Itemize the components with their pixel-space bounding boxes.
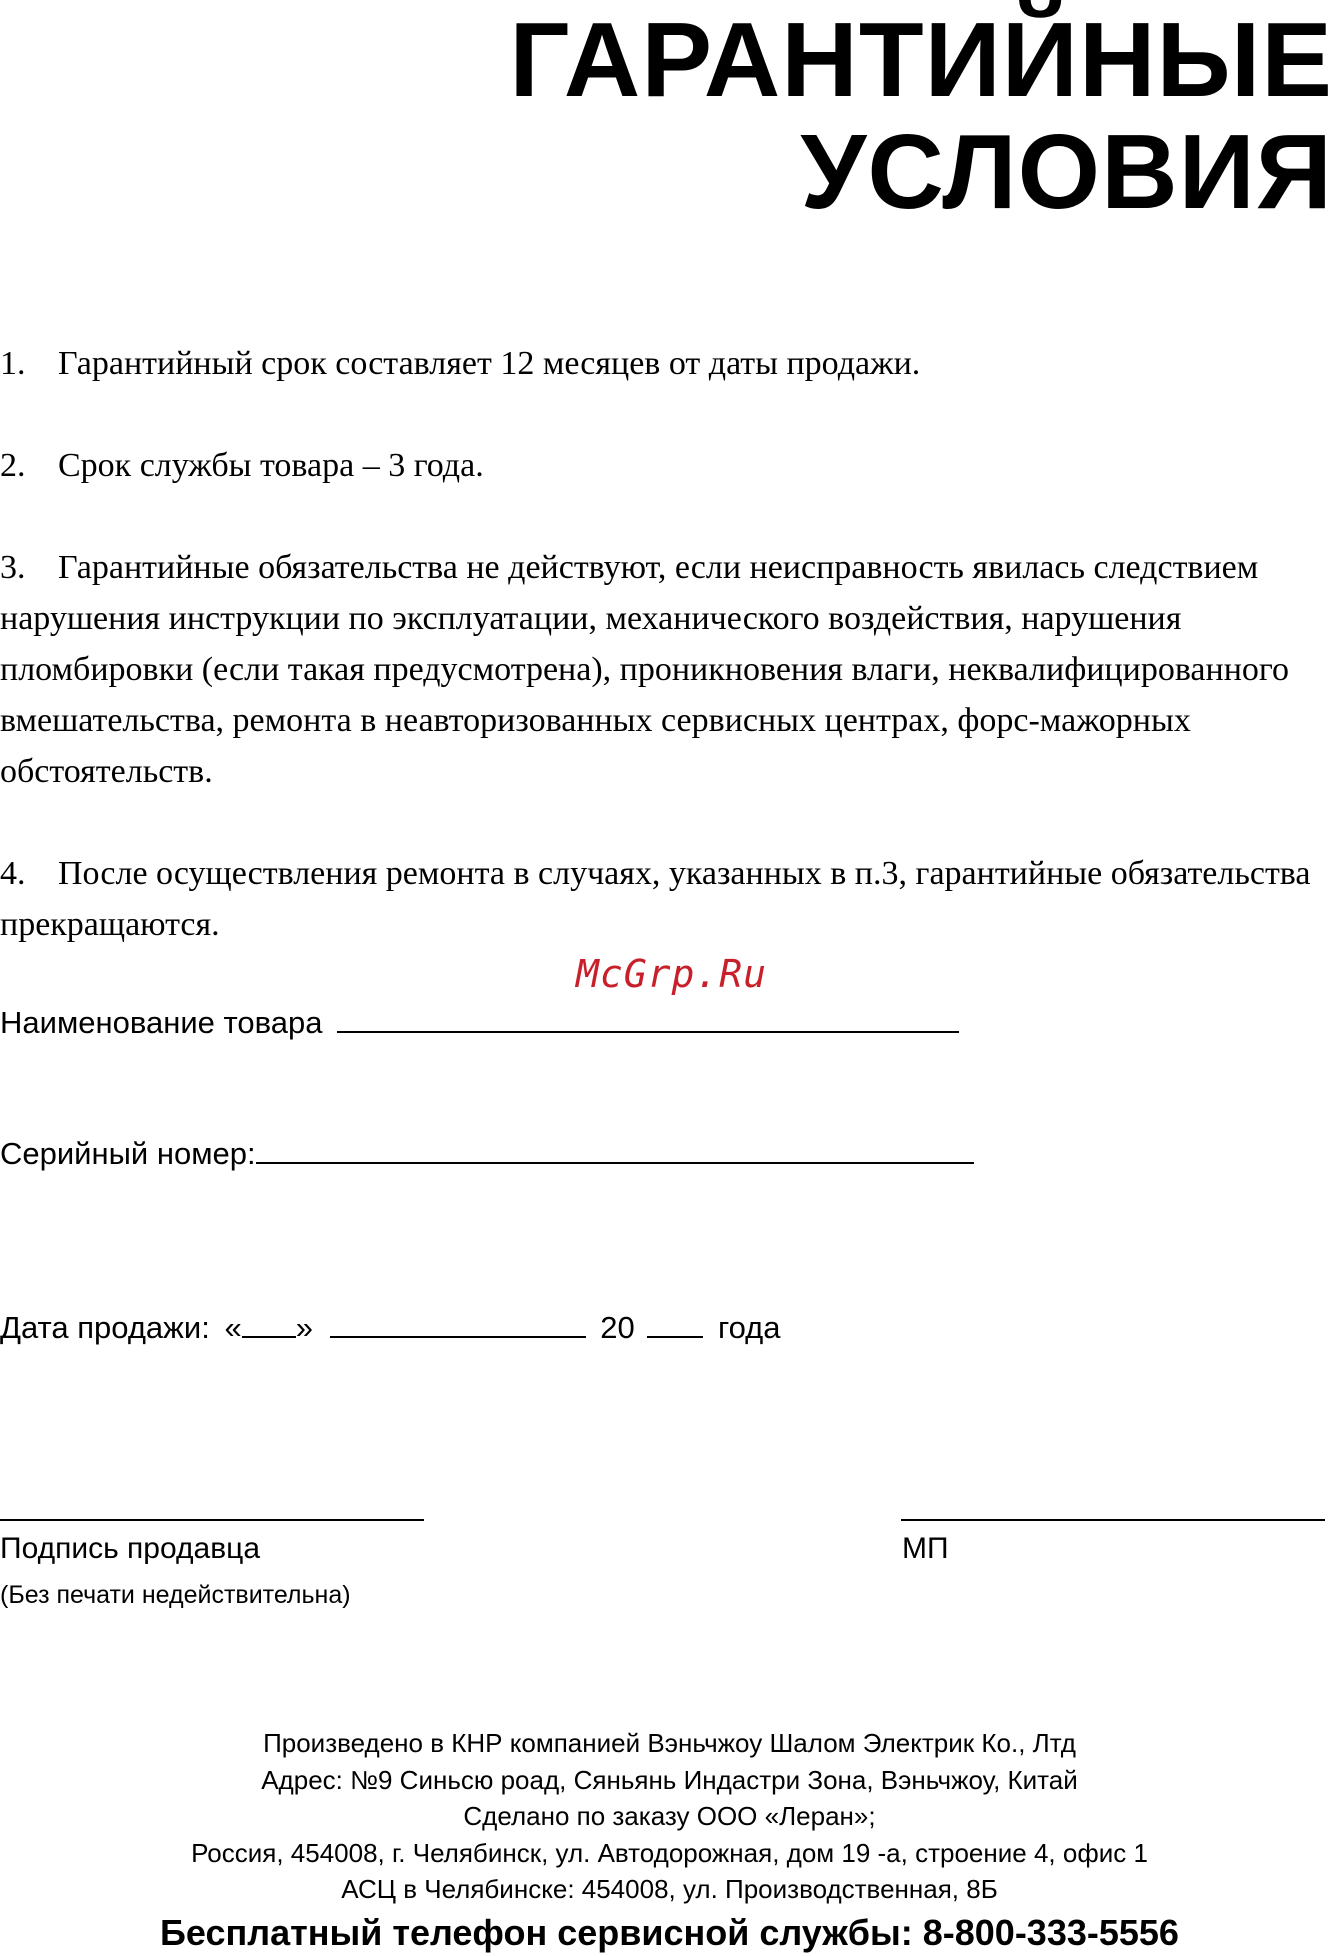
- sale-month-field[interactable]: [330, 1308, 586, 1338]
- title-line-1: ГАРАНТИЙНЫЕ: [509, 1, 1333, 119]
- sale-year-field[interactable]: [647, 1308, 703, 1338]
- term-text: После осуществления ремонта в случаях, указанных в п.3, гарантийные обязательства прекращаются.: [0, 855, 1311, 943]
- term-item-4: [0, 848, 1330, 950]
- seller-signature-line[interactable]: [0, 1519, 424, 1521]
- footer-line-4: Россия, 454008, г. Челябинск, ул. Автодорожная, дом 19 -а, строение 4, офис 1: [191, 1837, 1148, 1868]
- product-name-label: Наименование товара: [0, 1005, 323, 1040]
- year-suffix: года: [717, 1310, 781, 1345]
- term-item-1: [0, 338, 1330, 389]
- term-number: 3.: [0, 549, 26, 586]
- date-close-quote: »: [295, 1310, 313, 1345]
- term-text: Гарантийный срок составляет 12 месяцев от даты продажи.: [58, 345, 921, 382]
- product-name-field[interactable]: [337, 1003, 959, 1033]
- term-text: Гарантийные обязательства не действуют, если неисправность явилась следствием нарушения инструкции по эксплуатации, механического воздействия, нарушения пломбировки (если такая предусмотрена), проникновения влаги, неквалифицированного вмешательства, ремонта в неавторизованных сервисных центрах, форс-мажорных обстоятельств.: [0, 549, 1290, 790]
- footer-line-5: АСЦ в Челябинске: 454008, ул. Производственная, 8Б: [341, 1874, 998, 1904]
- year-prefix: 20: [600, 1310, 635, 1345]
- serial-number-label: Серийный номер:: [0, 1136, 256, 1171]
- serial-number-row: [0, 1134, 974, 1172]
- stamp-label: МП: [902, 1532, 949, 1565]
- date-open-quote: «: [224, 1310, 242, 1345]
- service-hotline: Бесплатный телефон сервисной службы: 8-800-333-5556: [160, 1911, 1179, 1953]
- watermark: McGrp.Ru: [576, 952, 768, 996]
- seller-signature-note: (Без печати недействительна): [0, 1581, 351, 1609]
- term-item-2: [0, 440, 1330, 491]
- sale-day-field[interactable]: [242, 1308, 296, 1338]
- sale-date-row: [0, 1308, 780, 1346]
- term-number: 2.: [0, 447, 26, 484]
- serial-number-field[interactable]: [256, 1134, 974, 1164]
- stamp-line[interactable]: [901, 1519, 1325, 1521]
- page-title: [509, 1, 1333, 231]
- warranty-terms-list: [0, 338, 1330, 1001]
- footer-line-3: Сделано по заказу ООО «Леран»;: [463, 1801, 876, 1831]
- seller-signature-label: Подпись продавца: [0, 1532, 261, 1565]
- footer-line-2: Адрес: №9 Синьсю роад, Сяньянь Индастри Зона, Вэньчжоу, Китай: [261, 1764, 1078, 1795]
- product-name-row: [0, 1003, 959, 1041]
- term-item-3: [0, 542, 1330, 797]
- term-text: Срок службы товара – 3 года.: [58, 447, 484, 484]
- title-line-2: УСЛОВИЯ: [800, 113, 1333, 231]
- sale-date-label: Дата продажи:: [0, 1310, 210, 1345]
- term-number: 4.: [0, 855, 26, 892]
- footer-line-1: Произведено в КНР компанией Вэньчжоу Шалом Электрик Ко., Лтд: [263, 1728, 1076, 1758]
- term-number: 1.: [0, 345, 26, 382]
- manufacturer-info: [0, 1725, 1339, 1956]
